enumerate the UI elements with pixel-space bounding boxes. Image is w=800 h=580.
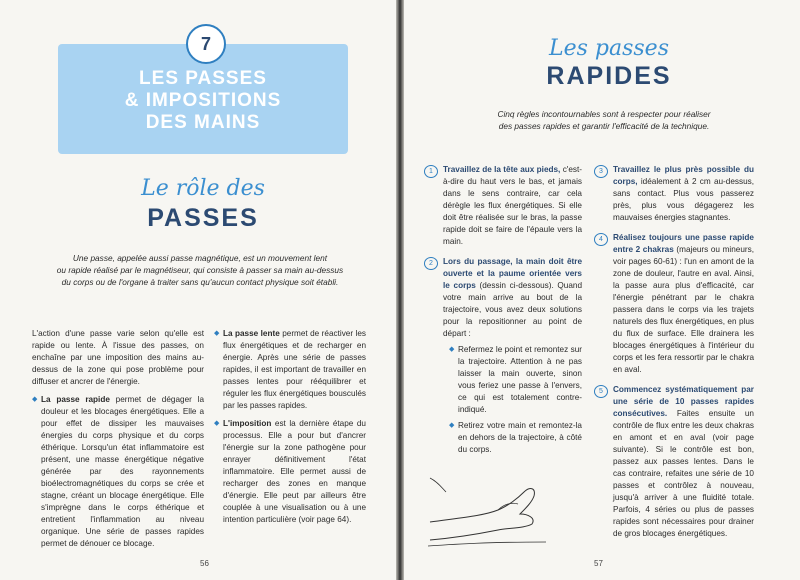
rule-text: c'est-à-dire du haut vers le bas, et jamais dans le sens contraire, car cela dérègle les flux énergétiques. Si elle doit être réalisée sur le bras, la passe rapide doit se faire de l'épaule vers la main. bbox=[443, 165, 582, 246]
bullet-text: Refermez le point et remontez sur la trajectoire. Attention à ne pas laisser la main ouverte, sinon vous feriez une passe à l'envers, ce qui est totalement contre-indiqué. bbox=[458, 345, 582, 414]
hand-illustration bbox=[428, 458, 548, 548]
rule-text: Faites ensuite un contrôle de flux entre les deux chakras en amont et en aval (voir page suivante). Si le contrôle est bon, passez aux passes lentes. Dans le cas contraire, refaites une série de 10 passes et contrôlez à nouveau, jusqu'à arriver à une fluidité totale. Parfois, 4 séries ou plus de passes rapides sont nécessaires pour drainer de gros blocages énergétiques. bbox=[613, 409, 754, 538]
section-script-title: Les passes bbox=[548, 36, 669, 61]
right-page bbox=[404, 0, 800, 580]
chapter-title bbox=[58, 68, 348, 134]
left-page bbox=[0, 0, 396, 580]
bullet-text: est la dernière étape du processus. Elle a pour but d'ancrer l'énergie sur la zone pathogène pour enrayer définitivement l'état inflammatoire. Elle permet aussi de recharger des zones en manque d'énergie. Elle peut par ailleurs être couplée à une visualisation ou à une intention particulière (voir page 64). bbox=[223, 419, 366, 524]
rule-item bbox=[594, 232, 754, 376]
section-title: PASSES bbox=[147, 204, 259, 232]
bullet-icon: ◆ bbox=[449, 422, 455, 429]
left-column-1 bbox=[32, 328, 204, 556]
bullet-text: permet de dégager la douleur et les blocages énergétiques. Elle a pour effet de dissiper les mauvaises énergies du corps physique et du corps éthérique. Lorsqu'un état inflammatoire est présent, une masse énergétique négative générée par des rayonnements bioélectromagnétiques du corps se crée et stagne, créant un blocage énergétique. Elle s'imprègne dans le corps éthérique et entretient l'inflammation au niveau organique. Une série de passes rapides permet de dénouer ce blocage. bbox=[41, 395, 204, 548]
bullet-icon: ◆ bbox=[214, 330, 220, 337]
list-item bbox=[32, 394, 204, 550]
bullet-text: permet de réactiver les flux énergétiques et de recharger en énergie. Après une série de passes rapides, il est important de travailler en passes lentes pour rééquilibrer et réguler les flux énergétiques bousculés par les passes rapides. bbox=[223, 329, 366, 410]
list-item bbox=[214, 328, 366, 412]
rule-heading: Réalisez toujours une passe rapide entre 2 chakras bbox=[613, 233, 754, 254]
intro-line: Une passe, appelée aussi passe magnétique, est un mouvement lent bbox=[72, 253, 328, 263]
rule-text: (majeurs ou mineurs, voir pages 60-61) : l'un en amont de la zone de douleur, l'autre en aval. Ainsi, la passe aura plus d'efficacité, car l'énergie pénétrant par le chakra passera dans le corps via les trajets naturels des flux énergétiques, en plus du flux de surface. Elle drainera les blocages énergétiques à l'intérieur du corps et les fera ressortir par le chakra en aval. bbox=[613, 245, 754, 374]
bullet-icon: ◆ bbox=[449, 346, 455, 353]
bullet-icon: ◆ bbox=[32, 396, 38, 403]
page-number: 57 bbox=[594, 559, 603, 568]
rule-text: (dessin ci-dessous). Quand votre main arrive au bout de la trajectoire, vous avez deux solutions pour la repositionner au point de départ : bbox=[443, 281, 583, 338]
page-number: 56 bbox=[200, 559, 209, 568]
chapter-title-line: DES MAINS bbox=[145, 112, 261, 133]
list-item bbox=[449, 420, 582, 456]
bullet-text: Retirez votre main et remontez-la en dehors de la trajectoire, à côté du corps. bbox=[458, 421, 582, 454]
list-item bbox=[214, 418, 366, 526]
section-intro bbox=[444, 108, 764, 132]
book-gutter bbox=[396, 0, 404, 580]
section-script-title: Le rôle des bbox=[141, 176, 265, 201]
intro-line: des passes rapides et garantir l'efficacité de la technique. bbox=[498, 121, 710, 131]
section-intro bbox=[40, 252, 360, 288]
bullet-heading: L'imposition bbox=[223, 419, 272, 428]
bullet-heading: La passe lente bbox=[223, 329, 280, 338]
rule-heading: Commencez systématiquement par une série de 10 passes rapides consécutives. bbox=[613, 385, 754, 418]
rule-item bbox=[594, 164, 754, 224]
rule-number-badge: 5 bbox=[594, 385, 608, 398]
intro-line: du corps ou de l'organe à traiter sans qu'aucun contact physique soit établi. bbox=[61, 277, 339, 287]
rule-item bbox=[424, 164, 582, 248]
rule-heading: Lors du passage, la main doit être ouverte et la paume orientée vers le corps bbox=[443, 257, 582, 290]
chapter-number-badge: 7 bbox=[186, 24, 226, 64]
rule-number-badge: 3 bbox=[594, 165, 608, 178]
body-paragraph: L'action d'une passe varie selon qu'elle est rapide ou lente. À l'issue des passes, on enchaîne par une imposition des mains au-dessus de la zone qui pose problème pour diffuser et ancrer de l'énergie. bbox=[32, 329, 204, 386]
bullet-icon: ◆ bbox=[214, 420, 220, 427]
intro-line: Cinq règles incontournables sont à respecter pour réaliser bbox=[497, 109, 711, 119]
section-title: RAPIDES bbox=[546, 62, 672, 90]
rule-number-badge: 1 bbox=[424, 165, 438, 178]
rule-heading: Travaillez de la tête aux pieds, bbox=[443, 165, 561, 174]
rule-number-badge: 4 bbox=[594, 233, 608, 246]
right-column-1 bbox=[424, 164, 582, 468]
left-column-2 bbox=[214, 328, 366, 532]
rule-item bbox=[594, 384, 754, 540]
chapter-title-line: & IMPOSITIONS bbox=[124, 90, 282, 111]
rule-text: idéalement à 2 cm au-dessus, sans contact. Plus vous passerez près, plus vous dégagerez les mauvaises énergies stagnantes. bbox=[613, 177, 754, 222]
intro-line: ou rapide réalisé par le magnétiseur, qui consiste à passer sa main au-dessus bbox=[56, 265, 344, 275]
right-column-2 bbox=[594, 164, 754, 548]
list-item bbox=[449, 344, 582, 416]
rule-heading: Travaillez le plus près possible du corps, bbox=[613, 165, 754, 186]
bullet-heading: La passe rapide bbox=[41, 395, 110, 404]
rule-number-badge: 2 bbox=[424, 257, 438, 270]
chapter-title-line: LES PASSES bbox=[139, 68, 267, 89]
rule-item bbox=[424, 256, 582, 460]
